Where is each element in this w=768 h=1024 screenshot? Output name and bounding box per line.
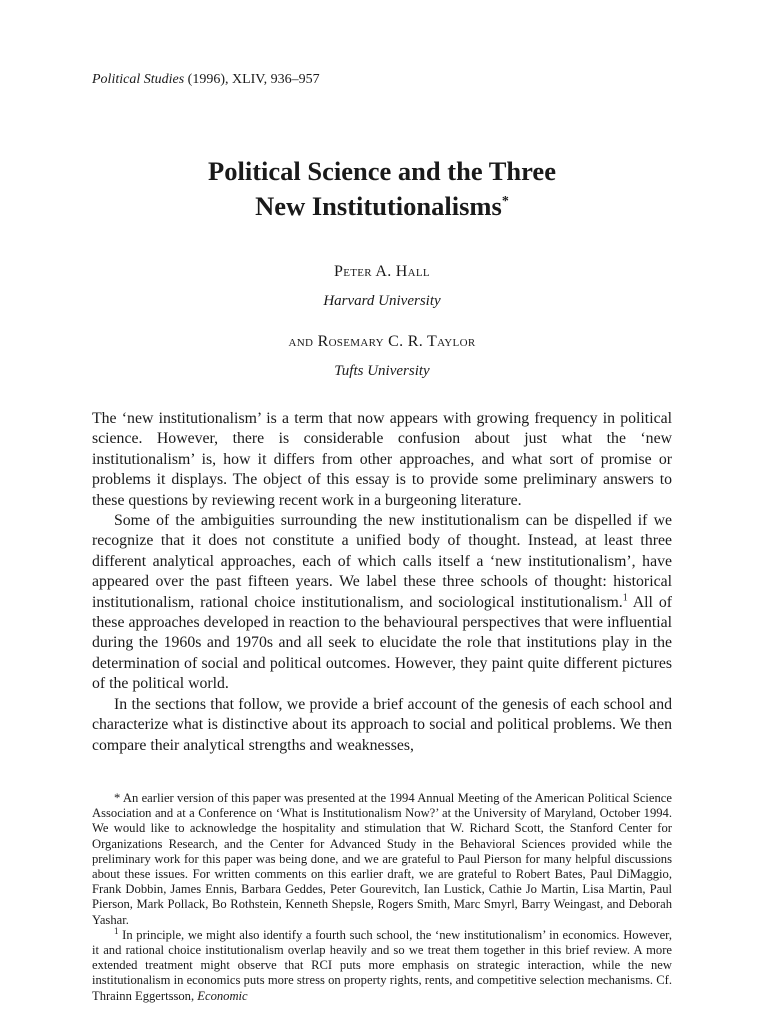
footnote-star-text: An earlier version of this paper was presented at the 1994 Annual Meeting of the American Political Science Association and at a Conference on ‘What is Institutionalism Now?’ at the University of Maryland, October 1994. We would like to acknowledge the hospitality and stimulation that W. Richard Scott, the Stanford Center for Organizations Research, and the Center for Advanced Study in the Behavioral Sciences provided while the preliminary work for this paper was being done, and we are grateful to Paul Pierson for many helpful discussions about these issues. For written comments on this earlier draft, we are grateful to Robert Bates, Paul DiMaggio, Frank Dobbin, James Ennis, Barbara Geddes, Peter Gourevitch, Ian Lustick, Cathie Jo Martin, Lisa Martin, Paul Pierson, Mark Pollack, Bo Rothstein, Kenneth Shepsle, Rogers Smith, Marc Smyrl, Barry Weingast, and Deborah Yashar. (92, 791, 672, 927)
footnote-1 (92, 925, 672, 1004)
article-title (92, 154, 672, 224)
author-2-prefix: and (288, 333, 314, 350)
footnote-ref-1: 1 (622, 592, 628, 604)
author-2-affiliation: Tufts University (334, 363, 430, 379)
journal-citation: (1996), XLIV, 936–957 (187, 72, 320, 87)
title-footnote-marker: * (501, 194, 509, 210)
author-2 (92, 332, 672, 381)
author-2-name (92, 332, 672, 352)
title-line-2 (92, 189, 672, 224)
footnote-1-italic: Economic (197, 988, 248, 1003)
author-1-affiliation: Harvard University (323, 293, 441, 309)
author-2-name-text: Rosemary C. R. Taylor (317, 333, 476, 350)
paragraph-1: The ‘new institutionalism’ is a term that now appears with growing frequency in political science. However, there is considerable confusion about just what the ‘new institutionalism’ is, how it differs from other approaches, and what sort of promise or problems it displays. The object of this essay is to provide some preliminary answers to these questions by reviewing recent work in a burgeoning literature. (92, 410, 672, 509)
footnotes (92, 791, 672, 1004)
paragraph-2-part-a: Some of the ambiguities surrounding the new institutionalism can be dispelled if we recognize that it does not constitute a unified body of thought. Instead, at least three different analytical approaches, each of which calls itself a ‘new institutionalism’, have appeared over the past fifteen years. We label these three schools of thought: historical institutionalism, rational choice institutionalism, and sociological institutionalism. (92, 512, 672, 611)
body-text (92, 409, 672, 756)
journal-name: Political Studies (92, 72, 185, 87)
footnote-star-marker: * (114, 791, 121, 805)
author-1 (92, 262, 672, 311)
paragraph-2-part-b: All of these approaches developed in reaction to the behavioural perspectives that were influential during the 1960s and 1970s and all seek to elucidate the role that institutions play in the determination of social and political outcomes. However, they paint quite different pictures of the political world. (92, 593, 673, 693)
title-line-1: Political Science and the Three (208, 156, 556, 186)
paragraph-3: In the sections that follow, we provide a brief account of the genesis of each school and characterize what is distinctive about its approach to social and political problems. We then compare their analytical strengths and weaknesses, (92, 695, 672, 754)
running-head (92, 71, 320, 89)
title-line-2-text: New Institutionalisms (255, 191, 502, 221)
paragraph-2 (92, 511, 672, 695)
footnote-star (92, 791, 672, 928)
footnote-1-marker: 1 (114, 925, 119, 936)
author-1-name: Peter A. Hall (334, 263, 430, 280)
footnote-1-text: In principle, we might also identify a fourth such school, the ‘new institutionalism’ in economics. However, it and rational choice institutionalism overlap heavily and so we treat them together in this brief review. A more extended treatment might observe that RCI puts more emphasis on strategic interaction, while the new institutionalism in economics puts more stress on property rights, rents, and competitive selection mechanisms. Cf. Thrainn Eggertsson, (92, 927, 672, 1003)
